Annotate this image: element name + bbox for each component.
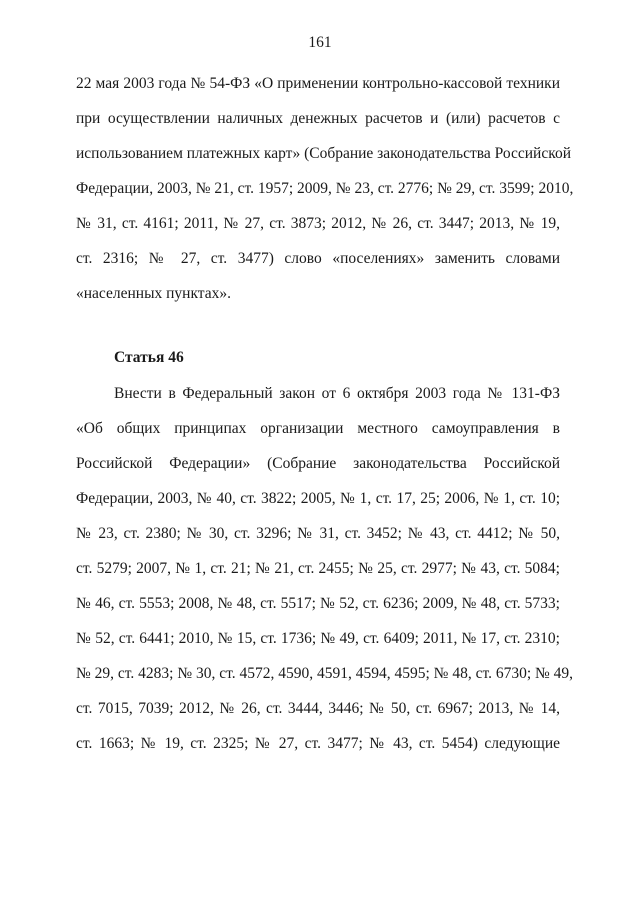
text-line: ст. 5279; 2007, № 1, ст. 21; № 21, ст. 2455; № 25, ст. 2977; № 43, ст. 5084; [76,560,560,577]
text-line: использованием платежных карт» (Собрание законодательства Российской [76,145,572,162]
text-line: «населенных пунктах». [76,285,231,302]
text-line: № 29, ст. 4283; № 30, ст. 4572, 4590, 4591, 4594, 4595; № 48, ст. 6730; № 49, [76,665,574,682]
text-line: «Об общих принципах организации местного самоуправления в [76,420,560,437]
text-line: № 46, ст. 5553; 2008, № 48, ст. 5517; № 52, ст. 6236; 2009, № 48, ст. 5733; [76,595,560,612]
text-line: Российской Федерации» (Собрание законодательства Российской [76,455,560,472]
text-line: № 52, ст. 6441; 2010, № 15, ст. 1736; № 49, ст. 6409; 2011, № 17, ст. 2310; [76,630,560,647]
text-line: ст. 2316; № 27, ст. 3477) слово «поселениях» заменить словами [76,250,560,267]
article-heading: Статья 46 [114,349,184,366]
text-line: ст. 7015, 7039; 2012, № 26, ст. 3444, 3446; № 50, ст. 6967; 2013, № 14, [76,700,560,717]
text-line: № 23, ст. 2380; № 30, ст. 3296; № 31, ст. 3452; № 43, ст. 4412; № 50, [76,525,560,542]
text-line: Федерации, 2003, № 40, ст. 3822; 2005, № 1, ст. 17, 25; 2006, № 1, ст. 10; [76,490,560,507]
text-line: Федерации, 2003, № 21, ст. 1957; 2009, № 23, ст. 2776; № 29, ст. 3599; 2010, [76,180,574,197]
text-line: при осуществлении наличных денежных расчетов и (или) расчетов с [76,110,560,127]
text-line: ст. 1663; № 19, ст. 2325; № 27, ст. 3477; № 43, ст. 5454) следующие [76,735,560,752]
text-line: 22 мая 2003 года № 54-ФЗ «О применении контрольно-кассовой техники [76,75,560,92]
page-number: 161 [308,34,332,51]
text-line: Внести в Федеральный закон от 6 октября 2003 года № 131-ФЗ [114,385,560,402]
text-line: № 31, ст. 4161; 2011, № 27, ст. 3873; 2012, № 26, ст. 3447; 2013, № 19, [76,215,560,232]
